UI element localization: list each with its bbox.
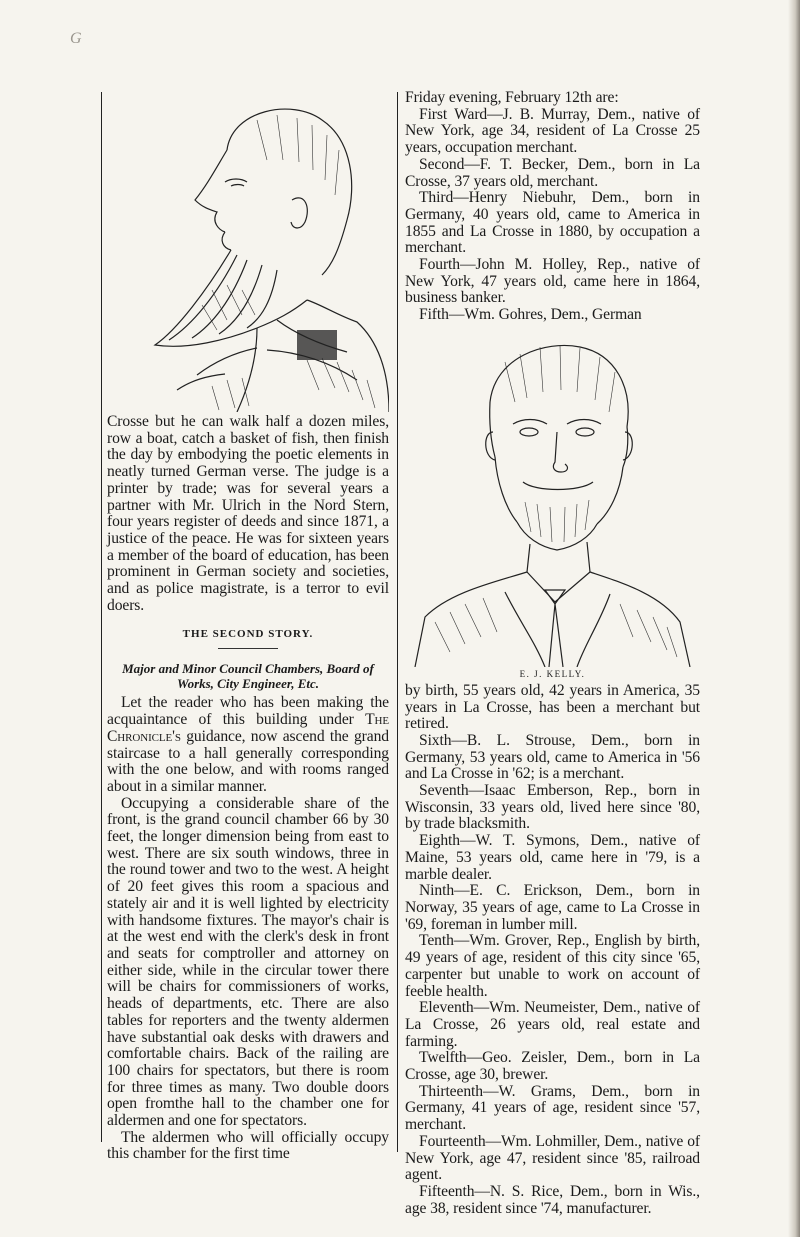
paragraph-1 (107, 695, 389, 795)
alderman-entry-continued: by birth, 55 years old, 42 years in America, 35 years in La Crosse, has been a merchant but retired. (405, 681, 700, 733)
section-title: THE SECOND STORY. (182, 628, 314, 641)
section-divider (218, 648, 278, 649)
alderman-entry: Fifth—Wm. Gohres, Dem., German (419, 306, 642, 324)
right-column (405, 90, 700, 1217)
paragraph-2: Occupying a considerable share of the front, is the grand council chamber 66 by 30 feet, the longer dimension being from east to west. There are six south windows, three in the round tower and two to the west. A height of 20 feet gives this room a spacious and stately air and it is well lighted by electricity with handsome fixtures. The mayor's chair is at the west end with the clerk's desk in front and seats for comptroller and attorney on either side, while in the circular tower there will be chairs for commissioners of works, heads of departments, etc. There are also tables for reporters and the twenty aldermen have substantial oak desks with drawers and comfortable chairs. Back of the railing are 100 chairs for spectators, but there is room for three times as many. Two double doors open fromthe hall to the chamber one for aldermen and one for spectators. (107, 794, 389, 1130)
page-edge-shadow (788, 0, 800, 1237)
alderman-entry: First Ward—J. B. Murray, Dem., native of New York, age 34, resident of La Crosse 25 years, occupation merchant. (405, 105, 700, 157)
alderman-entry: Sixth—B. L. Strouse, Dem., born in Germany, 53 years old, came to America in '56 and La Crosse in '62; is a merchant. (405, 731, 700, 783)
alderman-entry: Eleventh—Wm. Neumeister, Dem., native of La Crosse, 26 years old, real estate and farming. (405, 999, 700, 1050)
aldermen-intro: Friday evening, February 12th are: (405, 89, 619, 106)
center-column-rule (397, 92, 398, 1152)
alderman-entry: Seventh—Isaac Emberson, Rep., born in Wisconsin, 33 years old, lived here since '80, by trade blacksmith. (405, 782, 700, 833)
paper-name: The Chronicle's (107, 711, 389, 745)
alderman-entry: Fourth—John M. Holley, Rep., native of New York, 47 years old, came here in 1864, business banker. (405, 256, 700, 307)
alderman-entry: Ninth—E. C. Erickson, Dem., born in Norway, 35 years of age, came to La Crosse in '69, foreman in lumber mill. (405, 882, 700, 933)
corner-mark: G (70, 30, 82, 47)
portrait-kelly (405, 332, 700, 667)
alderman-entry: Fifteenth—N. S. Rice, Dem., born in Wis., age 38, resident since '74, manufacturer. (405, 1182, 700, 1217)
portrait-bearded-judge (107, 90, 389, 412)
left-column (107, 90, 389, 1163)
paragraph-1-end: guidance, now ascend the grand staircase to a hall generally corresponding with the one below, and with rooms ranged about in a similar manner. (107, 727, 389, 795)
paragraph-1-start: Let the reader who has been making the acquaintance of this building under (107, 694, 389, 729)
alderman-entry: Second—F. T. Becker, Dem., born in La Crosse, 37 years old, merchant. (405, 155, 700, 190)
section-subhead: Major and Minor Council Chambers, Board of Works, City Engineer, Etc. (122, 661, 374, 692)
alderman-entry: Twelfth—Geo. Zeisler, Dem., born in La Crosse, age 30, brewer. (405, 1049, 700, 1084)
intro-paragraph: Crosse but he can walk half a dozen miles, row a boat, catch a basket of fish, then finish the day by embodying the poetic elements in neatly turned German verse. The judge is a printer by trade; was for several years a partner with Mr. Ulrich in the Nord Stern, four years register of deeds and since 1871, a justice of the peace. He was for sixteen years a member of the board of education, has been prominent in German society and societies, and as police magistrate, is a terror to evil doers. (107, 413, 389, 614)
paragraph-3: The aldermen who will officially occupy this chamber for the first time (107, 1128, 389, 1163)
alderman-entry: Third—Henry Niebuhr, Dem., born in Germany, 40 years old, came to America in 1855 and La Crosse in 1880, by occupation a merchant. (405, 189, 700, 257)
alderman-entry: Fourteenth—Wm. Lohmiller, Dem., native of New York, age 47, resident since '85, railroad agent. (405, 1132, 700, 1184)
left-column-rule (101, 92, 102, 1142)
alderman-entry: Thirteenth—W. Grams, Dem., born in Germany, 41 years of age, resident since '57, merchant. (405, 1082, 700, 1134)
alderman-entry: Tenth—Wm. Grover, Rep., English by birth, 49 years of age, resident of this city since '65, carpenter but unable to work on account of feeble health. (405, 932, 700, 1000)
portrait-caption: E. J. KELLY. (519, 668, 586, 679)
alderman-entry: Eighth—W. T. Symons, Dem., native of Maine, 53 years old, came here in '79, is a marble dealer. (405, 832, 700, 883)
